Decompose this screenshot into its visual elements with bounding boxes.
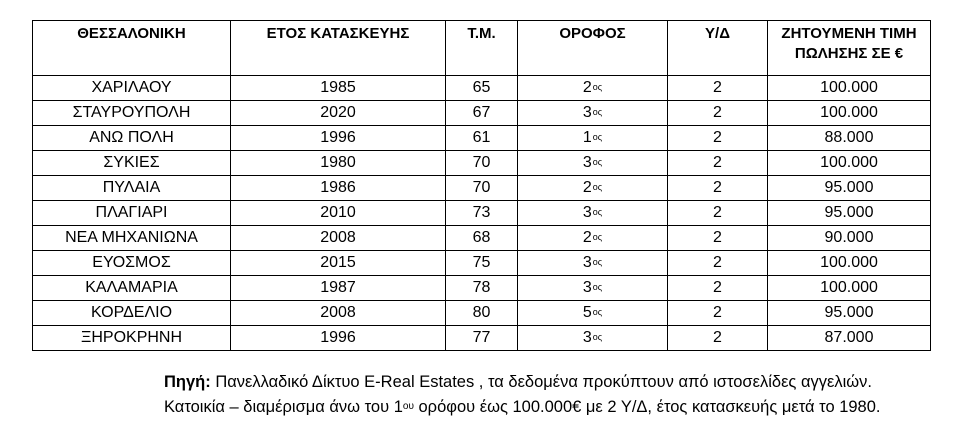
cell-sqm: 77 bbox=[446, 326, 518, 351]
cell-sqm: 75 bbox=[446, 251, 518, 276]
source-label: Πηγή: bbox=[164, 373, 211, 391]
table-row bbox=[33, 326, 931, 351]
cell-bedrooms: 2 bbox=[668, 101, 768, 126]
floor-number: 3 bbox=[582, 204, 592, 221]
cell-price: 100.000 bbox=[768, 151, 931, 176]
floor-number: 2 bbox=[582, 79, 592, 96]
cell-price: 100.000 bbox=[768, 76, 931, 101]
cell-area: ΣΥΚΙΕΣ bbox=[33, 151, 231, 176]
cell-sqm: 70 bbox=[446, 176, 518, 201]
header-bedrooms: Υ/Δ bbox=[668, 21, 768, 76]
cell-floor bbox=[518, 176, 668, 201]
cell-year: 2015 bbox=[231, 251, 446, 276]
table-row bbox=[33, 76, 931, 101]
header-floor: ΟΡΟΦΟΣ bbox=[518, 21, 668, 76]
header-row bbox=[33, 21, 931, 76]
cell-area: ΠΛΑΓΙΑΡΙ bbox=[33, 201, 231, 226]
cell-area: ΚΟΡΔΕΛΙΟ bbox=[33, 301, 231, 326]
cell-bedrooms: 2 bbox=[668, 226, 768, 251]
cell-area: ΝΕΑ ΜΗΧΑΝΙΩΝΑ bbox=[33, 226, 231, 251]
floor-number: 3 bbox=[582, 104, 592, 121]
cell-year: 1987 bbox=[231, 276, 446, 301]
cell-floor bbox=[518, 326, 668, 351]
header-area: ΘΕΣΣΑΛΟΝΙΚΗ bbox=[33, 21, 231, 76]
cell-bedrooms: 2 bbox=[668, 201, 768, 226]
floor-ordinal-suffix: ος bbox=[592, 257, 603, 267]
cell-area: ΕΥΟΣΜΟΣ bbox=[33, 251, 231, 276]
cell-floor bbox=[518, 301, 668, 326]
cell-bedrooms: 2 bbox=[668, 276, 768, 301]
cell-sqm: 67 bbox=[446, 101, 518, 126]
cell-area: ΧΑΡΙΛΑΟΥ bbox=[33, 76, 231, 101]
floor-ordinal-suffix: ος bbox=[592, 282, 603, 292]
cell-area: ΠΥΛΑΙΑ bbox=[33, 176, 231, 201]
table-row bbox=[33, 151, 931, 176]
table-row bbox=[33, 251, 931, 276]
cell-area: ΑΝΩ ΠΟΛΗ bbox=[33, 126, 231, 151]
listings-table-container bbox=[32, 20, 930, 351]
cell-year: 2008 bbox=[231, 226, 446, 251]
table-row bbox=[33, 276, 931, 301]
cell-year: 1980 bbox=[231, 151, 446, 176]
floor-number: 2 bbox=[582, 179, 592, 196]
table-row bbox=[33, 176, 931, 201]
cell-year: 1996 bbox=[231, 126, 446, 151]
cell-year: 1996 bbox=[231, 326, 446, 351]
cell-price: 95.000 bbox=[768, 201, 931, 226]
cell-sqm: 68 bbox=[446, 226, 518, 251]
floor-number: 3 bbox=[582, 279, 592, 296]
cell-year: 1986 bbox=[231, 176, 446, 201]
cell-floor bbox=[518, 101, 668, 126]
floor-ordinal-suffix: ος bbox=[592, 82, 603, 92]
cell-floor bbox=[518, 151, 668, 176]
source-note bbox=[164, 370, 924, 420]
cell-sqm: 80 bbox=[446, 301, 518, 326]
cell-year: 2008 bbox=[231, 301, 446, 326]
floor-number: 5 bbox=[582, 304, 592, 321]
table-row bbox=[33, 226, 931, 251]
cell-price: 87.000 bbox=[768, 326, 931, 351]
floor-number: 2 bbox=[582, 229, 592, 246]
floor-ordinal-suffix: ος bbox=[592, 157, 603, 167]
cell-bedrooms: 2 bbox=[668, 76, 768, 101]
source-superscript: ου bbox=[402, 401, 414, 412]
cell-area: ΚΑΛΑΜΑΡΙΑ bbox=[33, 276, 231, 301]
cell-year: 2010 bbox=[231, 201, 446, 226]
cell-area: ΞΗΡΟΚΡΗΝΗ bbox=[33, 326, 231, 351]
cell-bedrooms: 2 bbox=[668, 151, 768, 176]
floor-number: 3 bbox=[582, 329, 592, 346]
table-row bbox=[33, 126, 931, 151]
cell-bedrooms: 2 bbox=[668, 301, 768, 326]
table-row bbox=[33, 101, 931, 126]
cell-bedrooms: 2 bbox=[668, 251, 768, 276]
cell-sqm: 70 bbox=[446, 151, 518, 176]
floor-ordinal-suffix: ος bbox=[592, 307, 603, 317]
cell-sqm: 73 bbox=[446, 201, 518, 226]
cell-floor bbox=[518, 201, 668, 226]
cell-price: 95.000 bbox=[768, 176, 931, 201]
floor-ordinal-suffix: ος bbox=[592, 182, 603, 192]
floor-ordinal-suffix: ος bbox=[592, 132, 603, 142]
cell-floor bbox=[518, 76, 668, 101]
cell-floor bbox=[518, 226, 668, 251]
cell-floor bbox=[518, 126, 668, 151]
cell-floor bbox=[518, 276, 668, 301]
table-row bbox=[33, 301, 931, 326]
header-sqm: Τ.Μ. bbox=[446, 21, 518, 76]
cell-sqm: 65 bbox=[446, 76, 518, 101]
table-body bbox=[33, 76, 931, 351]
floor-number: 3 bbox=[582, 254, 592, 271]
cell-price: 88.000 bbox=[768, 126, 931, 151]
source-text-part1: Πανελλαδικό Δίκτυο E-Real Estates , τα δεδομένα προκύπτουν από ιστοσελίδες αγγελιών. Κατοικία – διαμέρισμα άνω του 1 bbox=[164, 373, 872, 416]
header-year: ΕΤΟΣ ΚΑΤΑΣΚΕΥΗΣ bbox=[231, 21, 446, 76]
cell-sqm: 61 bbox=[446, 126, 518, 151]
cell-price: 100.000 bbox=[768, 101, 931, 126]
cell-year: 1985 bbox=[231, 76, 446, 101]
cell-bedrooms: 2 bbox=[668, 176, 768, 201]
table-row bbox=[33, 201, 931, 226]
cell-price: 100.000 bbox=[768, 251, 931, 276]
header-price: ΖΗΤΟΥΜΕΝΗ ΤΙΜΗ ΠΩΛΗΣΗΣ ΣΕ € bbox=[768, 21, 931, 76]
cell-floor bbox=[518, 251, 668, 276]
floor-ordinal-suffix: ος bbox=[592, 232, 603, 242]
cell-price: 95.000 bbox=[768, 301, 931, 326]
cell-price: 100.000 bbox=[768, 276, 931, 301]
cell-bedrooms: 2 bbox=[668, 326, 768, 351]
floor-number: 3 bbox=[582, 154, 592, 171]
cell-price: 90.000 bbox=[768, 226, 931, 251]
floor-ordinal-suffix: ος bbox=[592, 207, 603, 217]
floor-ordinal-suffix: ος bbox=[592, 332, 603, 342]
source-text-part2: ορόφου έως 100.000€ με 2 Υ/Δ, έτος κατασκευής μετά το 1980. bbox=[413, 398, 881, 416]
floor-ordinal-suffix: ος bbox=[592, 107, 603, 117]
cell-bedrooms: 2 bbox=[668, 126, 768, 151]
listings-table bbox=[32, 20, 931, 351]
cell-area: ΣΤΑΥΡΟΥΠΟΛΗ bbox=[33, 101, 231, 126]
cell-year: 2020 bbox=[231, 101, 446, 126]
floor-number: 1 bbox=[582, 129, 592, 146]
cell-sqm: 78 bbox=[446, 276, 518, 301]
